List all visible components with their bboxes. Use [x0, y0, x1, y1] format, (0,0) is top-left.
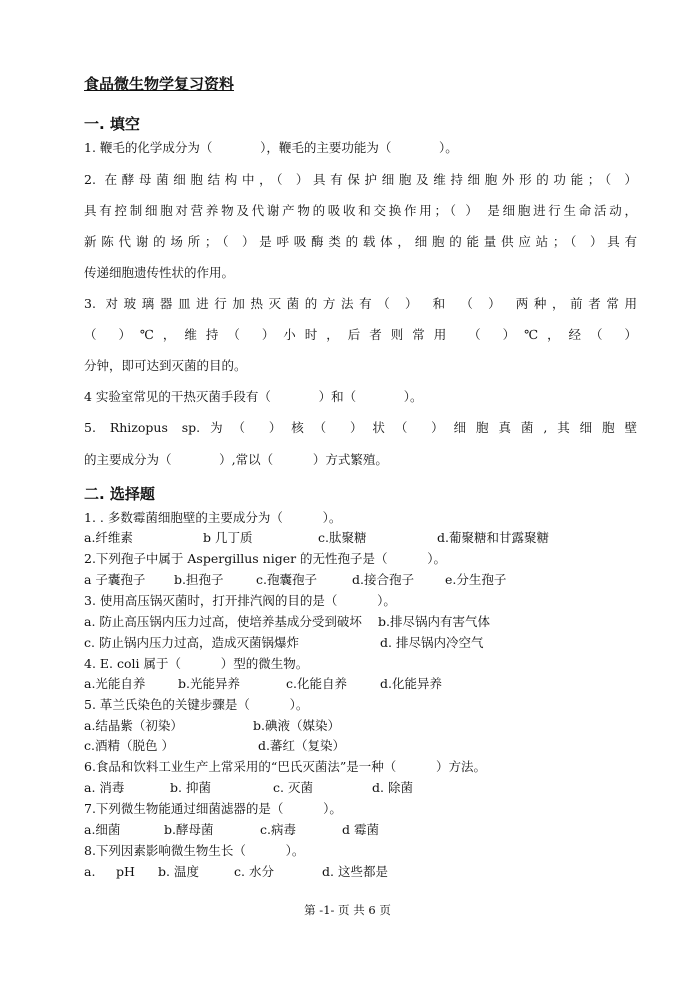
option: a.光能自养 [84, 676, 146, 691]
option: a.结晶紫（初染） [84, 718, 183, 733]
section-heading-fill-blank: 一. 填空 [84, 115, 140, 133]
option: d. 除菌 [372, 780, 413, 795]
option: a.细菌 [84, 822, 121, 837]
option: a. 防止高压锅内压力过高，使培养基成分受到破坏 [84, 614, 362, 629]
question: 7.下列微生物能通过细菌滤器的是（ ）。 [84, 801, 342, 816]
fill-blank-line: 分钟，即可达到灭菌的目的。 [84, 358, 247, 373]
question: 6.食品和饮料工业生产上常采用的“巴氏灭菌法”是一种（ ）方法。 [84, 759, 486, 774]
document-title: 食品微生物学复习资料 [84, 75, 235, 93]
option: d.化能异养 [380, 676, 442, 691]
option: c.酒精（脱色 ） [84, 738, 174, 753]
option: b.光能异养 [178, 676, 240, 691]
option: a. 消毒 [84, 780, 125, 795]
option: pH [116, 864, 135, 879]
question: 3. 使用高压锅灭菌时，打开排汽阀的目的是（ ）。 [84, 593, 396, 608]
option: c.化能自养 [286, 676, 347, 691]
fill-blank-line: 2. 在酵母菌细胞结构中，（ ）具有保护细胞及维持细胞外形的功能；（ ） [84, 172, 637, 187]
question: 4. E. coli 属于（ ）型的微生物。 [84, 656, 309, 671]
fill-blank-line: 的主要成分为（ ）,常以（ ）方式繁殖。 [84, 452, 388, 467]
fill-blank-line: 传递细胞遗传性状的作用。 [84, 265, 235, 280]
option: d. 排尽锅内冷空气 [380, 635, 484, 650]
option: d.接合孢子 [352, 572, 414, 587]
option: c. 水分 [234, 864, 274, 879]
option: d. 这些都是 [322, 864, 388, 879]
option: b. 温度 [158, 864, 199, 879]
fill-blank-line: 具有控制细胞对营养物及代谢产物的吸收和交换作用；（ ） 是细胞进行生命活动， [84, 203, 637, 218]
fill-blank-line: 1. 鞭毛的化学成分为（ ），鞭毛的主要功能为（ ）。 [84, 140, 458, 155]
fill-blank-line: 5. Rhizopus sp.为（ ）核（ ）状（ ）细胞真菌,其细胞壁 [84, 420, 637, 435]
option: d.葡聚糖和甘露聚糖 [437, 530, 549, 545]
option: a.纤维素 [84, 530, 133, 545]
option: c.孢囊孢子 [256, 572, 317, 587]
question: 2.下列孢子中属于 Aspergillus niger 的无性孢子是（ ）。 [84, 551, 447, 566]
fill-blank-line: （ ）℃，维持（ ）小时，后者则常用 （ ）℃，经（ ） [84, 327, 637, 342]
option: b.担孢子 [174, 572, 224, 587]
page-footer: 第 -1- 页 共 6 页 [304, 903, 391, 917]
option: b. 抑菌 [170, 780, 211, 795]
option: b.酵母菌 [164, 822, 214, 837]
option: d 霉菌 [342, 822, 379, 837]
option: c.肽聚糖 [318, 530, 367, 545]
fill-blank-line: 新陈代谢的场所；（ ）是呼吸酶类的载体，细胞的能量供应站；（ ）具有 [84, 234, 637, 249]
option: b 几丁质 [203, 530, 253, 545]
option: a. [84, 864, 96, 879]
option: b.排尽锅内有害气体 [378, 614, 490, 629]
section-heading-multiple-choice: 二. 选择题 [84, 485, 155, 503]
option: e.分生孢子 [445, 572, 507, 587]
option: d.蕃红（复染） [258, 738, 345, 753]
option: c. 灭菌 [273, 780, 313, 795]
question: 1. . 多数霉菌细胞壁的主要成分为（ ）。 [84, 510, 342, 525]
question: 5. 革兰氏染色的关键步骤是（ ）。 [84, 697, 309, 712]
fill-blank-line: 3. 对玻璃器皿进行加热灭菌的方法有（ ） 和 （ ） 两种，前者常用 [84, 296, 637, 311]
option: b.碘液（媒染） [253, 718, 340, 733]
fill-blank-line: 4 实验室常见的干热灭菌手段有（ ）和（ ）。 [84, 389, 423, 404]
question: 8.下列因素影响微生物生长（ ）。 [84, 843, 305, 858]
option: c.病毒 [260, 822, 296, 837]
option: c. 防止锅内压力过高，造成灭菌锅爆炸 [84, 635, 299, 650]
option: a 子囊孢子 [84, 572, 146, 587]
